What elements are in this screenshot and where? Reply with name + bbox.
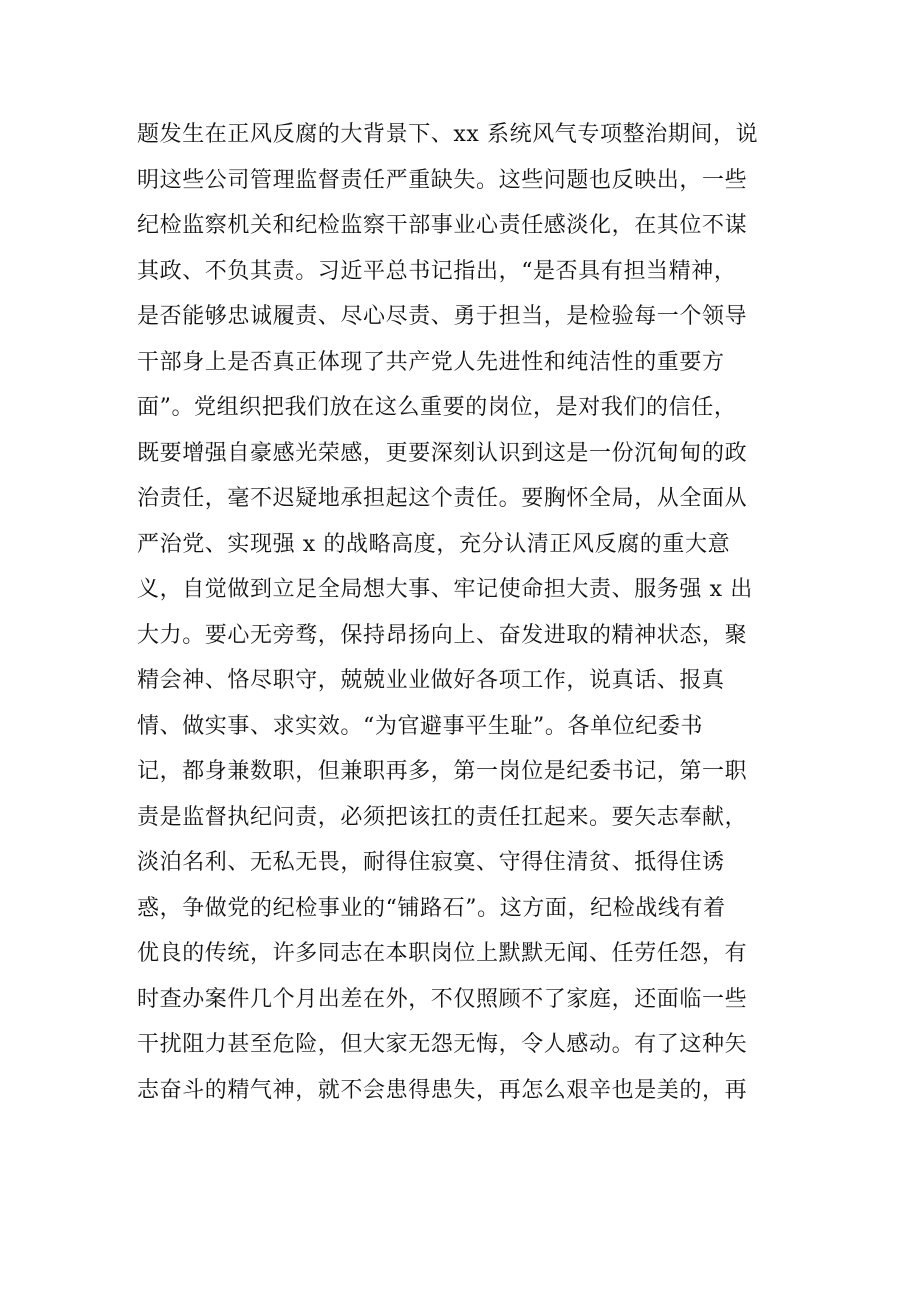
- text-line: 既要增强自豪感光荣感，更要深刻认识到这是一份沉甸甸的政: [137, 440, 748, 466]
- text-line: 严治党、实现强 x 的战略高度，充分认清正风反腐的重大意: [137, 531, 731, 557]
- text-line: 面”。党组织把我们放在这么重要的岗位，是对我们的信任，: [137, 395, 737, 420]
- text-line: 其政、不负其责。习近平总书记指出，“是否具有担当精神，: [137, 258, 737, 284]
- text-line: 优良的传统，许多同志在本职岗位上默默无闻、任劳任怨，有: [137, 941, 748, 966]
- text-line: 志奋斗的精气神，就不会患得患失，再怎么艰辛也是美的，再: [137, 1077, 748, 1103]
- text-line: 明这些公司管理监督责任严重缺失。这些问题也反映出，一些: [137, 167, 748, 193]
- text-line: 大力。要心无旁骛，保持昂扬向上、奋发进取的精神状态，聚: [137, 622, 748, 648]
- text-line: 纪检监察机关和纪检监察干部事业心责任感淡化，在其位不谋: [137, 213, 748, 238]
- text-line: 责是监督执纪问责，必须把该扛的责任扛起来。要矢志奉献，: [137, 804, 748, 830]
- text-line: 治责任，毫不迟疑地承担起这个责任。要胸怀全局，从全面从: [137, 486, 748, 511]
- text-line: 干扰阻力甚至危险，但大家无怨无悔，令人感动。有了这种矢: [137, 1032, 748, 1057]
- text-line: 干部身上是否真正体现了共产党人先进性和纯洁性的重要方: [137, 349, 725, 375]
- text-line: 题发生在正风反腐的大背景下、xx 系统风气专项整治期间，说: [137, 122, 759, 147]
- body-text: [137, 112, 767, 1113]
- text-line: 时查办案件几个月出差在外，不仅照顾不了家庭，还面临一些: [137, 986, 748, 1012]
- text-line: 是否能够忠诚履责、尽心尽责、勇于担当，是检验每一个领导: [137, 304, 748, 329]
- text-line: 精会神、恪尽职守，兢兢业业做好各项工作，说真话、报真: [137, 668, 725, 693]
- text-line: 情、做实事、求实效。“为官避事平生耻”。各单位纪委书: [137, 713, 704, 739]
- text-line: 淡泊名利、无私无畏，耐得住寂寞、守得住清贫、抵得住诱: [137, 850, 725, 875]
- text-line: 记，都身兼数职，但兼职再多，第一岗位是纪委书记，第一职: [137, 759, 748, 784]
- text-line: 惑，争做党的纪检事业的“铺路石”。这方面，纪检战线有着: [137, 895, 726, 921]
- text-line: 义，自觉做到立足全局想大事、牢记使命担大责、服务强 x 出: [137, 577, 753, 602]
